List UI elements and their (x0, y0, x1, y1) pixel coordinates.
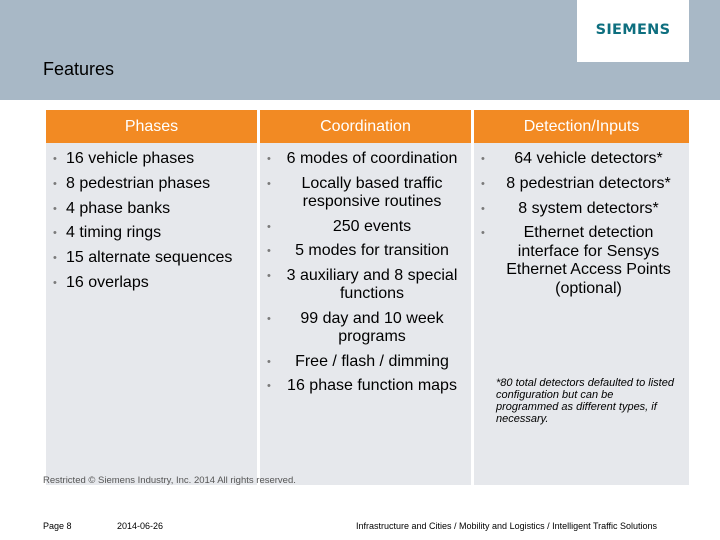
list-item: • Locally based traffic responsive routines (260, 175, 470, 212)
list-item: • 64 vehicle detectors* (474, 150, 689, 169)
coordination-list (260, 150, 470, 402)
list-item: • 5 modes for transition (260, 242, 470, 261)
date: 2014-06-26 (117, 521, 164, 531)
list-item: • 99 day and 10 week programs (260, 310, 470, 347)
slide-title: Features (43, 59, 115, 79)
detector-footnote: *80 total detectors defaulted to listed configuration but can be programmed as different types, if necessary. (496, 377, 674, 425)
list-item: • 8 pedestrian detectors* (474, 175, 689, 194)
list-item: • 6 modes of coordination (260, 150, 470, 169)
list-item: • 16 overlaps (46, 274, 258, 293)
column-heading-detection: Detection/Inputs (474, 110, 689, 143)
phases-list (46, 150, 258, 299)
logo-box (577, 0, 689, 62)
list-item: • 4 timing rings (46, 224, 258, 243)
list-item: • 250 events (260, 218, 470, 237)
column-heading-coordination: Coordination (260, 110, 471, 143)
list-item: • 8 pedestrian phases (46, 175, 258, 194)
list-item: • 15 alternate sequences (46, 249, 258, 268)
list-item: • 16 vehicle phases (46, 150, 258, 169)
detection-list (474, 150, 689, 305)
list-item: • 4 phase banks (46, 200, 258, 219)
column-heading-phases: Phases (46, 110, 257, 143)
division-label: Infrastructure and Cities / Mobility and Logistics / Intelligent Traffic Solutions (356, 521, 657, 531)
copyright-notice: Restricted © Siemens Industry, Inc. 2014 All rights reserved. (43, 475, 296, 486)
list-item: • Ethernet detection interface for Sensys Ethernet Access Points (optional) (474, 224, 689, 298)
list-item: • 3 auxiliary and 8 special functions (260, 267, 470, 304)
siemens-logo: SIEMENS (595, 22, 671, 38)
list-item: • 8 system detectors* (474, 200, 689, 219)
page-number: Page 8 (43, 521, 72, 531)
list-item: • 16 phase function maps (260, 377, 470, 396)
list-item: • Free / flash / dimming (260, 353, 470, 372)
